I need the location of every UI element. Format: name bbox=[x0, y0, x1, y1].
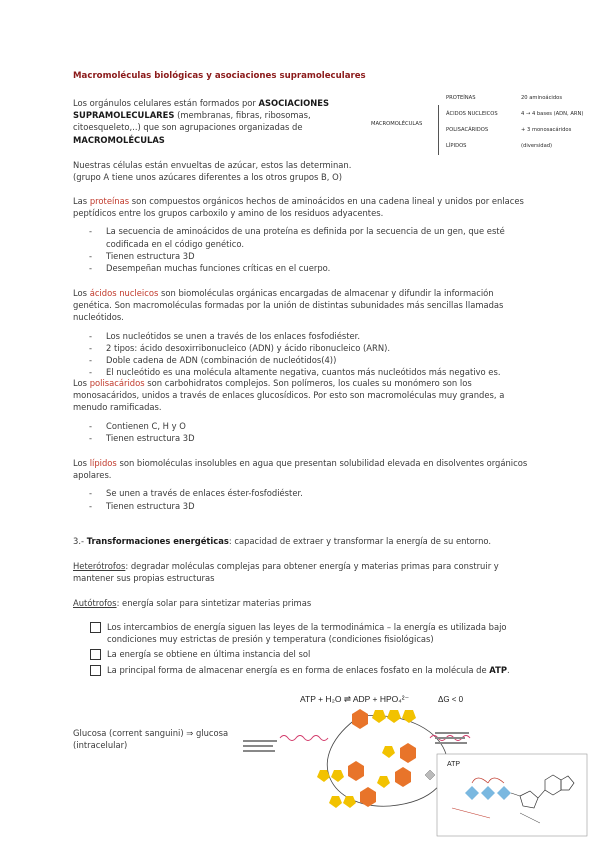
term-polisacaridos: polisacáridos bbox=[89, 378, 145, 388]
delta-g: ΔG < 0 bbox=[438, 695, 464, 704]
list-item: - Se unen a través de enlaces éster-fosfodiéster. bbox=[73, 487, 533, 499]
atp-cycle-diagram bbox=[240, 688, 590, 838]
macromolecules-table bbox=[446, 95, 586, 159]
proteins-section bbox=[73, 195, 528, 274]
cycle-arrow bbox=[327, 715, 447, 806]
table-row: LÍPIDOS (diversidad) bbox=[446, 143, 553, 149]
atp-inset-label: ATP bbox=[447, 761, 461, 768]
intro-bold-macromoleculas: MACROMOLÉCULAS bbox=[73, 134, 165, 145]
pentagon-icon bbox=[343, 796, 356, 808]
list-item: - Tienen estructura 3D bbox=[73, 500, 533, 512]
term-heterotrofos: Heterótrofos bbox=[73, 561, 126, 571]
term-autotrofos: Autótrofos bbox=[73, 598, 117, 608]
phosphate-icon bbox=[425, 770, 435, 780]
energy-wave-in bbox=[280, 736, 328, 741]
polysaccharides-paragraph: Los polisacáridos son carbohidratos complejos. Son polímeros, los cuales su monómero son los monosacáridos, unidos a través de enlaces glucosídicos. Por esto son macromoléculas muy grandes, a menudo ramificadas. bbox=[73, 378, 505, 413]
table-row: ÁCIDOS NUCLEICOS 4 → 4 bases (ADN, ARN) bbox=[446, 111, 584, 117]
intro-paragraph bbox=[73, 97, 343, 146]
nucleic-list bbox=[73, 330, 533, 379]
proteins-list bbox=[73, 225, 528, 274]
atp-equation: ATP + H₂O ⇌ ADP + HPO₄²⁻ bbox=[300, 694, 410, 704]
polysaccharides-section bbox=[73, 377, 533, 444]
pentagon-icon bbox=[387, 710, 401, 723]
annotation-line bbox=[435, 742, 467, 744]
nucleic-section bbox=[73, 287, 533, 378]
checklist-item: Los intercambios de energía siguen las leyes de la termodinámica – la energía es utilizada bajo condiciones muy estrictas de presión y temperatura (condiciones fisiológicas) bbox=[73, 621, 533, 645]
list-item: - Contienen C, H y O bbox=[73, 420, 533, 432]
intro-bold-asociaciones: ASOCIACIONES SUPRAMOLECULARES bbox=[73, 98, 330, 121]
list-item: - 2 tipos: ácido desoxirribonucleico (ADN) y ácido ribonucleico (ARN). bbox=[73, 342, 533, 354]
nucleic-paragraph: Los ácidos nucleicos son biomoléculas orgánicas encargadas de almacenar y difundir la información genética. Son macromoléculas formadas por la unión de distintas subunidades más sencillas llamadas nucleótidos. bbox=[73, 288, 504, 323]
list-item: - Doble cadena de ADN (combinación de nucleótidos(4)) bbox=[73, 354, 533, 366]
lipids-list bbox=[73, 487, 533, 511]
annotation-line bbox=[243, 740, 277, 742]
hexagon-icon bbox=[360, 787, 376, 807]
table-row: POLISACÁRIDOS + 3 monosacáridos bbox=[446, 127, 572, 133]
hexagon-icon bbox=[400, 743, 416, 763]
glucose-note: Glucosa (corrent sanguini) ⇒ glucosa (intracelular) bbox=[73, 728, 229, 751]
list-item: - Tienen estructura 3D bbox=[73, 432, 533, 444]
annotation-line bbox=[243, 745, 273, 747]
intro-text-2: (membranas, fibras, ribosomas, citoesqueleto,..) que son agrupaciones organizadas de bbox=[73, 110, 311, 133]
page-title: Macromoléculas biológicas y asociaciones supramoleculares bbox=[73, 71, 366, 81]
pentagon-icon bbox=[382, 746, 395, 758]
intro-text-1: Los orgánulos celulares están formados por bbox=[73, 98, 256, 108]
hexagon-icon bbox=[395, 767, 411, 787]
polysaccharides-list bbox=[73, 420, 533, 444]
heterotrophs-paragraph: Heterótrofos: degradar moléculas complejas para obtener energía y materias primas para construir y mantener sus propias estructuras bbox=[73, 561, 499, 584]
sugar-paragraph: Nuestras células están envueltas de azúcar, estos las determinan. (grupo A tiene unos azúcares diferentes a los otros grupos B, O) bbox=[73, 160, 352, 183]
checkbox[interactable] bbox=[90, 649, 101, 660]
term-proteinas: proteínas bbox=[89, 196, 130, 206]
energy-heading: 3.- Transformaciones energéticas: capacidad de extraer y transformar la energía de su entorno. bbox=[73, 536, 492, 546]
pentagon-icon bbox=[331, 770, 344, 782]
pentagon-icon bbox=[329, 796, 342, 808]
annotation-line bbox=[435, 737, 465, 739]
annotation-line bbox=[435, 732, 469, 734]
autotrophs-paragraph: Autótrofos: energía solar para sintetizar materias primas bbox=[73, 598, 312, 608]
pentagon-icon bbox=[372, 710, 386, 723]
pentagon-icon bbox=[377, 776, 390, 788]
checklist-item: La principal forma de almacenar energía es en forma de enlaces fosfato en la molécula de ATP. bbox=[73, 664, 533, 676]
checkbox[interactable] bbox=[90, 665, 101, 676]
term-acidos-nucleicos: ácidos nucleicos bbox=[89, 288, 159, 298]
hexagon-icon bbox=[352, 709, 368, 729]
lipids-section bbox=[73, 457, 533, 512]
table-row: PROTEÍNAS 20 aminoácidos bbox=[446, 95, 563, 101]
hexagon-icon bbox=[348, 761, 364, 781]
energy-checklist bbox=[73, 621, 533, 679]
list-item: - La secuencia de aminoácidos de una proteína es definida por la secuencia de un gen, que esté codificada en el código genético. bbox=[73, 225, 528, 249]
list-item: - Tienen estructura 3D bbox=[73, 250, 528, 262]
pentagon-icon bbox=[402, 710, 416, 723]
annotation-line bbox=[243, 750, 275, 752]
macromolecules-label: MACROMOLÉCULAS bbox=[371, 121, 423, 127]
term-lipidos: lípidos bbox=[89, 458, 117, 468]
list-item: - Desempeñan muchas funciones críticas en el cuerpo. bbox=[73, 262, 528, 274]
list-item: - Los nucleótidos se unen a través de los enlaces fosfodiéster. bbox=[73, 330, 533, 342]
table-brace bbox=[438, 105, 445, 155]
lipids-paragraph: Los lípidos son biomoléculas insolubles en agua que presentan solubilidad elevada en disolventes orgánicos apolares. bbox=[73, 458, 528, 481]
energy-heading-bold: Transformaciones energéticas bbox=[86, 536, 229, 546]
proteins-paragraph: Las proteínas son compuestos orgánicos hechos de aminoácidos en una cadena lineal y unidos por enlaces peptídicos entre los grupos carboxilo y amino de los residuos adyacentes. bbox=[73, 196, 524, 219]
checkbox[interactable] bbox=[90, 622, 101, 633]
list-item: - El nucleótido es una molécula altamente negativa, cuantos más nucleótidos más negativo es. bbox=[73, 366, 533, 378]
checklist-item: La energía se obtiene en última instancia del sol bbox=[73, 648, 533, 660]
